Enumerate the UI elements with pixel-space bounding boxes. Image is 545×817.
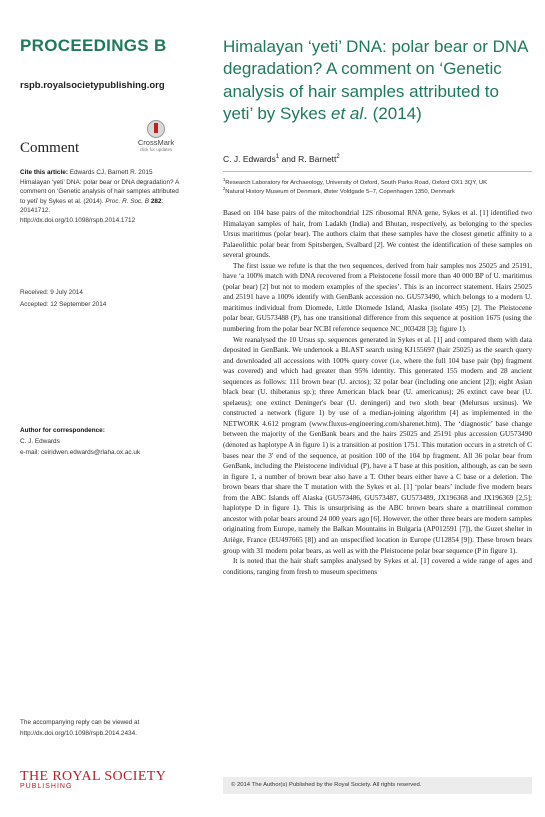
received-date: Received: 9 July 2014 (20, 289, 83, 296)
affiliation-2-marker: 2 (223, 186, 226, 192)
author-list (223, 154, 340, 164)
crossmark-label: CrossMark (137, 138, 175, 147)
cite-journal: Proc. R. Soc. B (105, 197, 150, 205)
body-paragraph-2: The first issue we refute is that the two sequences, derived from hair samples nos 25025 and 25191, have ‘a 100% match with DNA recovered from a Pleistocene fossil more than 40 000 BP of U. maritimus (polar bear) [2] but not to modern examples of the species’. This is an incorrect statement. Hairs 25025 and 25191 have a 100% identify with GenBank accession no. GU573490, which belongs to a modern U. maritimus individual from Diomede, Little Diomede Island, Alaska (isolate 495) [2]. The Pleistocene polar bear, GU573488 (P), has one transitional difference from this sequence at position 1675 (using the numbering from the polar bear NCBI reference sequence NC_003428 [3]; figure 1). (223, 261, 532, 334)
affiliation-2 (223, 188, 533, 197)
cite-doi-link[interactable]: http://dx.doi.org/10.1098/rspb.2014.1712 (20, 216, 136, 224)
author-1: C. J. Edwards (223, 154, 276, 164)
publisher-name: THE ROYAL SOCIETY (20, 769, 167, 784)
author-2: R. Barnett (298, 154, 337, 164)
cite-pages: : 20141712. (20, 197, 164, 215)
article-type-heading: Comment (20, 140, 80, 156)
affiliation-1-marker: 1 (223, 177, 226, 183)
author-2-affil: 2 (336, 154, 340, 161)
author-1-affil: 1 (275, 154, 280, 161)
affiliations (223, 179, 533, 198)
affiliation-1-text: Research Laboratory for Archaeology, University of Oxford, South Parks Road, Oxford OX1 3QY, UK (225, 180, 488, 186)
affiliation-2-text: Natural History Museum of Denmark, Øster Voldgade 5–7, Copenhagen 1350, Denmark (225, 189, 455, 196)
reply-note-text: The accompanying reply can be viewed at (20, 719, 140, 726)
correspondence-name: C. J. Edwards (20, 438, 60, 445)
publisher-subname: PUBLISHING (20, 783, 73, 790)
correspondence-heading: Author for correspondence: (20, 427, 105, 434)
article-title (223, 36, 533, 126)
citation-block (20, 168, 182, 226)
journal-name: PROCEEDINGS B (20, 36, 167, 55)
journal-url-link[interactable]: rspb.royalsocietypublishing.org (20, 80, 165, 91)
body-paragraph-1: Based on 104 base pairs of the mitochondrial 12S ribosomal RNA gene, Sykes et al. [1] identified two Himalayan samples of hair, from Ladakh (India) and Bhutan, respectively, as belonging to the species Ursus maritimus (polar bear). The authors claim that these samples have the closest genetic affinity to a Palaeolithic polar bear from Spitsbergen, Svalbard [2]. We contest the identification of these samples on several grounds. (223, 209, 532, 260)
title-etal: et al (331, 104, 364, 124)
affiliation-1 (223, 179, 533, 188)
copyright-text: © 2014 The Author(s) Published by the Royal Society. All rights reserved. (231, 782, 422, 788)
title-main: Himalayan ‘yeti’ DNA: polar bear or DNA degradation? A comment on ‘Genetic analysis of hair samples attributed to yeti’ by Sykes (223, 37, 528, 124)
article-body (223, 208, 532, 577)
royal-society-logo[interactable] (20, 769, 166, 790)
reply-doi-link[interactable]: http://dx.doi.org/10.1098/rspb.2014.2434. (20, 730, 137, 737)
correspondence-email-link[interactable]: e-mail: ceiridwen.edwards@rlaha.ox.ac.uk (20, 449, 141, 456)
author-conjunction: and (279, 154, 299, 164)
crossmark-sublabel: click for updates (139, 147, 173, 152)
article-dates (20, 287, 106, 310)
crossmark-badge[interactable] (136, 120, 176, 152)
accepted-date: Accepted: 12 September 2014 (20, 300, 107, 308)
author-divider (223, 171, 532, 172)
body-paragraph-3: We reanalysed the 10 Ursus sp. sequences generated in Sykes et al. [1] and compared them with data deposited in GenBank. We undertook a BLAST search using KJ155697 (hair 25025) as the search query and downloaded all accessions with 100% query cover (i.e. where the full 104 base pair (bp) fragment was covered) and which had greater than 95% identity. This generated 155 modern and 28 ancient sequences as follows: 111 brown bear (U. arctos); 32 polar bear (including one ancient [2]); eight Asian black bear (U. thibetanus sp.); three American black bear (U. americanus); 26 extinct cave bear (U. spelaeus); one extinct Deninger's bear (U. deningeri) and two sloth bear (Melursus ursinus). We constructed a network (figure 1) by use of a median-joining algorithm [4] as implemented in the NETWORK 4.612 program (www.fluxus-engineering.com/sharenet.htm). The ‘diagnostic’ base change between the majority of the GenBank bears and the hairs 25025 and 25191 plus accession GU573490 (denoted as haplotype A in figure 1) is a transition at position 1751. This mutation occurs in a stretch of C bases near the 3′ end of the sequence, at position 100 of the 104 bp fragment. All 36 polar bear from GenBank, including the Pleistocene individual (P), have a T base at this position, although, as can be seen in figure 1, a number of brown bear also have a T. Other bears either have a C base or a deletion. The brown bears that share the T mutation with the Sykes et al. [1] ‘polar bears’ include five modern bears from the ABC Islands off Alaska (GU573486, GU573487, GU573489, JX196368 and JX196369 [2,5]; haplotype D in figure 1). This is unsurprising as the ABC brown bears share a matrilineal common ancestor with polar bears around 24 000 years ago [6]. However, the other three bears are modern samples originating from Europe, namely the Balkan Mountains in Bulgaria (AP012591 [7]), the Guzet shelter in Ariège, France (EU497665 [8]) and an unspecified location in Europe (U12854 [9]). These brown bears group with 31 modern polar bears, as well as with the Pleistocene polar bear sequence (P in figure 1). (223, 335, 532, 555)
cite-text: Edwards CJ, Barnett R. 2015 Himalayan ‘yeti’ DNA: polar bear or DNA degradation? A comment on ‘Genetic analysis of hair samples attributed to yeti’ by Sykes et al. (2014). (20, 169, 179, 205)
crossmark-icon (147, 120, 165, 138)
reply-note (20, 717, 180, 739)
body-paragraph-4: It is noted that the hair shaft samples analysed by Sykes et al. [1] covered a wide range of ages and conditions, ranging from fresh to museum specimens (223, 557, 532, 576)
cite-volume: 282 (149, 197, 162, 205)
correspondence-block (20, 425, 140, 458)
cite-label: Cite this article: (20, 169, 68, 176)
title-end: . (2014) (363, 104, 422, 124)
